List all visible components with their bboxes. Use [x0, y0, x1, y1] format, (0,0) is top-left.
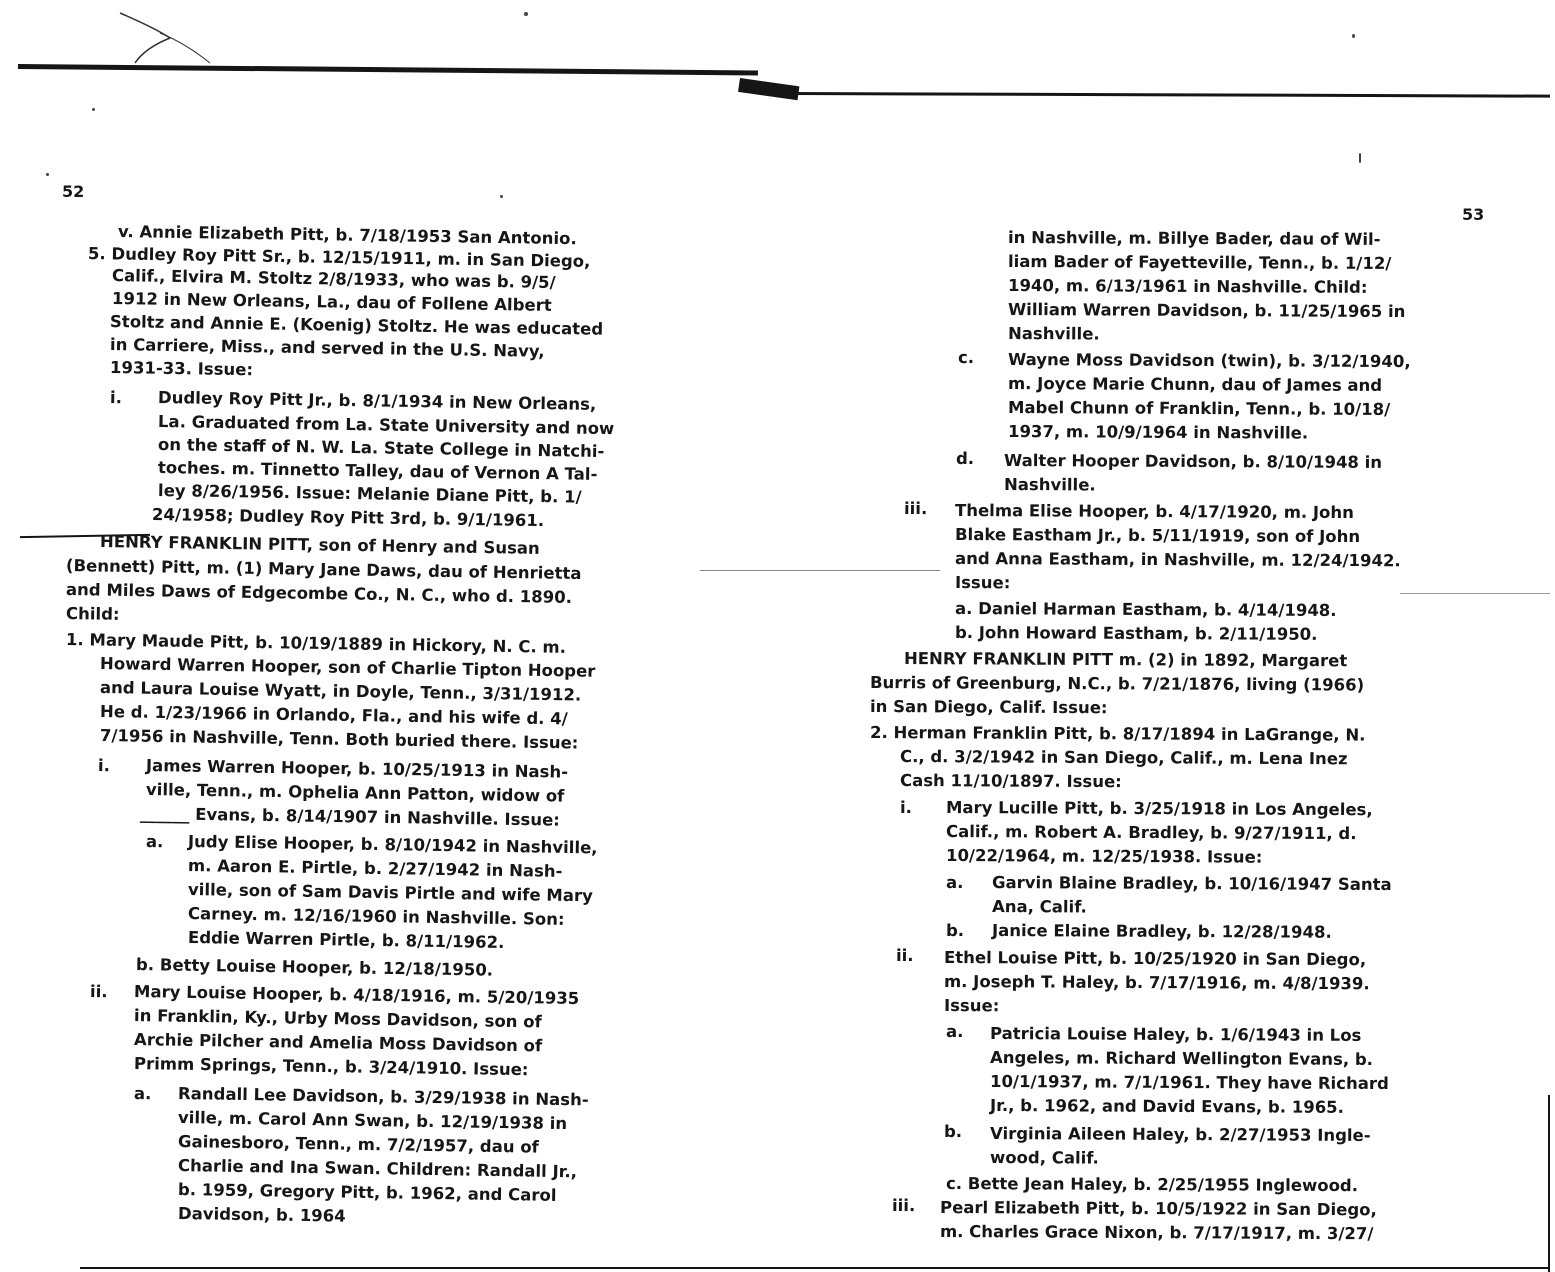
text-line: b. 1959, Gregory Pitt, b. 1962, and Carol [177, 1180, 557, 1205]
text-line: and Miles Daws of Edgecombe Co., N. C., who d. 1890. [65, 580, 573, 607]
text-line: m. Aaron E. Pirtle, b. 2/27/1942 in Nash- [187, 856, 563, 881]
text-line: Angeles, m. Richard Wellington Evans, b. [989, 1048, 1374, 1070]
list-marker: b. [945, 921, 965, 941]
text-line: Patricia Louise Haley, b. 1/6/1943 in Los [989, 1024, 1362, 1045]
bottom-edge-line [80, 1267, 1550, 1269]
list-marker: iii. [903, 499, 928, 519]
speck [46, 173, 49, 176]
text-line: b. John Howard Eastham, b. 2/11/1950. [954, 623, 1318, 644]
fold-dash-line-3 [1400, 593, 1550, 594]
text-line: Judy Elise Hooper, b. 8/10/1942 in Nashville, [187, 832, 598, 858]
text-line: Carney. m. 12/16/1960 in Nashville. Son: [187, 904, 565, 929]
text-line: Calif., m. Robert A. Bradley, b. 9/27/1911, d. [945, 822, 1357, 844]
text-line: Pearl Elizabeth Pitt, b. 10/5/1922 in San Diego, [939, 1198, 1377, 1220]
text-line: ville, Tenn., m. Ophelia Ann Patton, widow of [145, 780, 565, 806]
list-marker: c. [957, 348, 975, 368]
text-line: Archie Pilcher and Amelia Moss Davidson of [133, 1030, 543, 1056]
list-marker: iii. [891, 1196, 916, 1216]
text-line: liam Bader of Fayetteville, Tenn., b. 1/12/ [1007, 252, 1392, 274]
text-line: Issue: [943, 996, 1000, 1016]
text-line: 7/1956 in Nashville, Tenn. Both buried there. Issue: [99, 726, 579, 753]
list-marker: ii. [895, 946, 914, 966]
speck [92, 108, 95, 111]
text-line: Virginia Aileen Haley, b. 2/27/1953 Ingle- [989, 1124, 1371, 1145]
right-edge-line [1548, 1095, 1550, 1272]
text-line: m. Joyce Marie Chunn, dau of James and [1007, 374, 1383, 395]
text-line: Mary Lucille Pitt, b. 3/25/1918 in Los Angeles, [945, 798, 1373, 820]
page-number-left: 52 [62, 182, 85, 201]
text-line: James Warren Hooper, b. 10/25/1913 in Nash- [145, 756, 569, 782]
text-line: Mary Louise Hooper, b. 4/18/1916, m. 5/20/1935 [133, 982, 580, 1008]
text-line: Nashville. [1007, 324, 1100, 344]
text-line: Primm Springs, Tenn., b. 3/24/1910. Issue: [133, 1054, 529, 1080]
text-line: Charlie and Ina Swan. Children: Randall Jr., [177, 1156, 578, 1182]
section-heading: HENRY FRANKLIN PITT, son of Henry and Susan [99, 532, 540, 558]
text-line: Mabel Chunn of Franklin, Tenn., b. 10/18/ [1007, 398, 1391, 420]
text-line: La. Graduated from La. State University and now [157, 412, 615, 439]
text-line: Randall Lee Davidson, b. 3/29/1938 in Nash- [177, 1084, 589, 1110]
text-line: Calif., Elvira M. Stoltz 2/8/1933, who was b. 9/5/ [111, 266, 556, 292]
text-line: Ana, Calif. [991, 897, 1087, 917]
list-marker: b. [943, 1122, 963, 1142]
text-line: Stoltz and Annie E. (Koenig) Stoltz. He was educated [109, 312, 604, 339]
text-line: 1937, m. 10/9/1964 in Nashville. [1007, 422, 1309, 443]
text-line: Gainesboro, Tenn., m. 7/2/1957, dau of [177, 1132, 539, 1157]
text-line: Garvin Blaine Bradley, b. 10/16/1947 Santa [991, 873, 1392, 895]
list-marker: a. [945, 1022, 964, 1042]
text-line: C., d. 3/2/1942 in San Diego, Calif., m. Lena Inez [899, 747, 1348, 769]
speck [1352, 34, 1355, 38]
top-scan-line-far-right [790, 92, 1550, 98]
text-line: 10/22/1964, m. 12/25/1938. Issue: [945, 846, 1263, 867]
text-line: 5. Dudley Roy Pitt Sr., b. 12/15/1911, m. in San Diego, [87, 244, 591, 271]
text-line: in Carriere, Miss., and served in the U.S. Navy, [109, 335, 545, 361]
list-marker: a. [133, 1084, 152, 1104]
text-line: Burris of Greenburg, N.C., b. 7/21/1876, living (1966) [869, 673, 1365, 695]
fold-dash-line-2 [700, 570, 940, 571]
page-number-right: 53 [1462, 205, 1485, 224]
text-line: m. Joseph T. Haley, b. 7/17/1916, m. 4/8/1939. [943, 972, 1370, 994]
text-line: 1912 in New Orleans, La., dau of Follene Albert [111, 289, 552, 315]
text-line: 1931-33. Issue: [109, 358, 254, 380]
text-line: c. Bette Jean Haley, b. 2/25/1955 Inglewood. [945, 1174, 1359, 1196]
list-marker: a. [145, 832, 164, 852]
list-marker: i. [109, 388, 123, 408]
text-line: Howard Warren Hooper, son of Charlie Tipton Hooper [99, 654, 596, 681]
text-line: Walter Hooper Davidson, b. 8/10/1948 in [1003, 451, 1383, 472]
text-line: He d. 1/23/1966 in Orlando, Fla., and his wife d. 4/ [99, 702, 568, 729]
text-line: 24/1958; Dudley Roy Pitt 3rd, b. 9/1/1961. [151, 505, 545, 531]
text-line: on the staff of N. W. La. State College in Natchi- [157, 435, 605, 462]
text-line: ley 8/26/1956. Issue: Melanie Diane Pitt, b. 1/ [157, 481, 582, 507]
text-line: Dudley Roy Pitt Jr., b. 8/1/1934 in New Orleans, [157, 388, 597, 414]
text-line: Jr., b. 1962, and David Evans, b. 1965. [989, 1096, 1345, 1117]
text-line: and Anna Eastham, in Nashville, m. 12/24/1942. [954, 549, 1401, 571]
text-line: Nashville. [1003, 475, 1096, 495]
text-line: William Warren Davidson, b. 11/25/1965 in [1007, 300, 1406, 322]
text-line: Thelma Elise Hooper, b. 4/17/1920, m. John [954, 501, 1354, 523]
speck [524, 12, 528, 16]
text-line: Cash 11/10/1897. Issue: [899, 771, 1122, 792]
text-line: toches. m. Tinnetto Talley, dau of Vernon A Tal- [157, 458, 598, 484]
list-marker: d. [955, 449, 975, 469]
text-line: Wayne Moss Davidson (twin), b. 3/12/1940, [1007, 350, 1411, 372]
text-line: Issue: [954, 573, 1011, 593]
text-line: in Franklin, Ky., Urby Moss Davidson, son of [133, 1006, 542, 1032]
text-line: 10/1/1937, m. 7/1/1961. They have Richard [989, 1072, 1389, 1094]
text-line: in San Diego, Calif. Issue: [869, 697, 1108, 718]
text-line: 1940, m. 6/13/1961 in Nashville. Child: [1007, 276, 1368, 297]
text-line: ville, son of Sam Davis Pirtle and wife Mary [187, 880, 593, 906]
list-marker: ii. [89, 982, 108, 1002]
text-line: Eddie Warren Pirtle, b. 8/11/1962. [187, 928, 505, 952]
speck [500, 195, 503, 198]
text-line: (Bennett) Pitt, m. (1) Mary Jane Daws, dau of Henrietta [65, 556, 582, 584]
text-line: v. Annie Elizabeth Pitt, b. 7/18/1953 San Antonio. [117, 222, 577, 249]
text-line: Janice Elaine Bradley, b. 12/28/1948. [991, 921, 1332, 942]
list-marker: i. [899, 798, 912, 818]
text-line: Child: [65, 604, 120, 624]
pen-stroke-mark [115, 8, 225, 68]
text-line: 2. Herman Franklin Pitt, b. 8/17/1894 in LaGrange, N. [869, 723, 1366, 745]
text-line: ______ Evans, b. 8/14/1907 in Nashville. Issue: [139, 804, 560, 830]
text-line: ville, m. Carol Ann Swan, b. 12/19/1938 in [177, 1108, 568, 1134]
text-line: a. Daniel Harman Eastham, b. 4/14/1948. [954, 599, 1337, 620]
text-line: b. Betty Louise Hooper, b. 12/18/1950. [135, 955, 494, 980]
text-line: 1. Mary Maude Pitt, b. 10/19/1889 in Hickory, N. C. m. [65, 630, 567, 657]
text-line: m. Charles Grace Nixon, b. 7/17/1917, m. 3/27/ [939, 1222, 1374, 1244]
speck [1359, 153, 1361, 163]
text-line: wood, Calif. [989, 1148, 1099, 1168]
list-marker: a. [945, 873, 964, 893]
text-line: in Nashville, m. Billye Bader, dau of Wil- [1007, 228, 1381, 249]
text-line: Blake Eastham Jr., b. 5/11/1919, son of John [954, 525, 1361, 547]
text-line: and Laura Louise Wyatt, in Doyle, Tenn., 3/31/1912. [99, 678, 582, 705]
top-scan-line-right [738, 78, 799, 100]
text-line: Davidson, b. 1964 [177, 1204, 346, 1226]
text-line: Ethel Louise Pitt, b. 10/25/1920 in San Diego, [943, 948, 1367, 970]
section-heading: HENRY FRANKLIN PITT m. (2) in 1892, Margaret [903, 649, 1348, 671]
list-marker: i. [97, 756, 111, 776]
